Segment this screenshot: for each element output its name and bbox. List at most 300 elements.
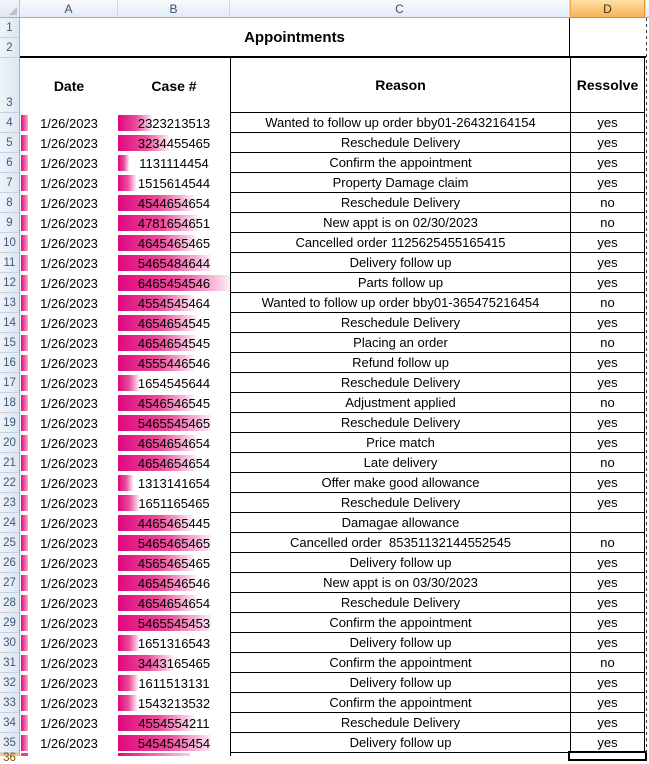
table-row — [20, 453, 646, 473]
resolve-cell[interactable] — [570, 573, 645, 593]
case-cell[interactable] — [118, 253, 230, 273]
row-header[interactable]: 7 — [0, 173, 19, 193]
reason-cell[interactable] — [230, 453, 570, 473]
date-cell[interactable] — [20, 693, 118, 713]
reason-cell[interactable] — [230, 573, 570, 593]
date-cell[interactable] — [20, 713, 118, 733]
date-cell[interactable] — [20, 613, 118, 633]
date-databar — [21, 275, 28, 291]
reason-cell[interactable] — [230, 253, 570, 273]
resolve-value: no — [600, 335, 615, 350]
date-value: 1/26/2023 — [40, 335, 98, 351]
table-row — [20, 153, 646, 173]
row-header[interactable]: 16 — [0, 353, 19, 373]
column-header-b[interactable]: B — [118, 0, 230, 17]
row-header[interactable]: 21 — [0, 453, 19, 473]
reason-value: Offer make good allowance — [321, 475, 480, 490]
row-header[interactable]: 13 — [0, 293, 19, 313]
resolve-cell[interactable] — [570, 713, 645, 733]
resolve-value: yes — [597, 675, 618, 690]
case-cell[interactable] — [118, 233, 230, 253]
case-cell[interactable] — [118, 213, 230, 233]
resolve-cell[interactable] — [570, 433, 645, 453]
row-header[interactable]: 1 — [0, 18, 19, 38]
case-cell[interactable] — [118, 493, 230, 513]
case-value: 3443165465 — [137, 655, 211, 671]
date-cell[interactable] — [20, 513, 118, 533]
row-header[interactable]: 8 — [0, 193, 19, 213]
date-cell[interactable] — [20, 673, 118, 693]
resolve-cell[interactable] — [570, 553, 645, 573]
case-cell[interactable] — [118, 393, 230, 413]
date-databar — [21, 515, 28, 531]
reason-value: Confirm the appointment — [329, 615, 472, 630]
resolve-cell[interactable] — [570, 353, 645, 373]
reason-cell[interactable] — [230, 353, 570, 373]
case-cell[interactable] — [118, 293, 230, 313]
resolve-value: yes — [597, 155, 618, 170]
resolve-cell[interactable] — [570, 153, 645, 173]
row-header[interactable]: 29 — [0, 613, 19, 633]
case-cell[interactable] — [118, 513, 230, 533]
resolve-cell[interactable] — [570, 133, 645, 153]
date-cell[interactable] — [20, 433, 118, 453]
date-databar — [21, 595, 28, 611]
resolve-cell[interactable] — [570, 393, 645, 413]
date-databar — [21, 675, 28, 691]
resolve-value: no — [600, 535, 615, 550]
resolve-cell[interactable] — [570, 273, 645, 293]
resolve-value: no — [600, 455, 615, 470]
date-value: 1/26/2023 — [40, 315, 98, 331]
row-header[interactable]: 23 — [0, 493, 19, 513]
reason-value: Cancelled order 1125625455165415 — [295, 235, 506, 250]
date-cell[interactable] — [20, 273, 118, 293]
reason-cell[interactable] — [230, 153, 570, 173]
date-value: 1/26/2023 — [40, 135, 98, 151]
reason-cell[interactable] — [230, 473, 570, 493]
date-value: 1/26/2023 — [40, 255, 98, 271]
reason-cell[interactable] — [230, 553, 570, 573]
date-cell[interactable] — [20, 573, 118, 593]
reason-cell[interactable] — [230, 113, 570, 133]
case-cell[interactable] — [118, 633, 230, 653]
reason-value: Delivery follow up — [349, 735, 452, 750]
date-value: 1/26/2023 — [40, 175, 98, 191]
row-header[interactable]: 9 — [0, 213, 19, 233]
date-cell[interactable] — [20, 233, 118, 253]
resolve-cell[interactable] — [570, 193, 645, 213]
case-value: 5465484644 — [137, 255, 211, 271]
date-cell[interactable] — [20, 173, 118, 193]
date-databar — [21, 195, 28, 211]
resolve-cell[interactable] — [570, 533, 645, 553]
date-databar — [21, 715, 28, 731]
resolve-value: yes — [597, 135, 618, 150]
reason-value: Reschedule Delivery — [340, 415, 461, 430]
row-header[interactable]: 6 — [0, 153, 19, 173]
row-header[interactable]: 35 — [0, 733, 19, 753]
case-cell[interactable] — [118, 353, 230, 373]
date-value: 1/26/2023 — [40, 715, 98, 731]
resolve-value: yes — [597, 575, 618, 590]
resolve-cell[interactable] — [570, 313, 645, 333]
date-cell[interactable] — [20, 333, 118, 353]
reason-value: Reschedule Delivery — [340, 195, 461, 210]
reason-cell[interactable] — [230, 613, 570, 633]
case-cell[interactable] — [118, 273, 230, 293]
date-databar — [21, 315, 28, 331]
reason-cell[interactable] — [230, 373, 570, 393]
active-cell-d36[interactable] — [568, 751, 647, 761]
case-databar — [118, 375, 139, 391]
date-value: 1/26/2023 — [40, 675, 98, 691]
date-cell[interactable] — [20, 373, 118, 393]
date-value: 1/26/2023 — [40, 455, 98, 471]
case-cell[interactable] — [118, 573, 230, 593]
row-header[interactable]: 12 — [0, 273, 19, 293]
reason-value: Delivery follow up — [349, 635, 452, 650]
reason-cell[interactable] — [230, 133, 570, 153]
column-header-c[interactable]: C — [230, 0, 570, 17]
case-cell[interactable] — [118, 473, 230, 493]
reason-cell[interactable] — [230, 333, 570, 353]
date-value: 1/26/2023 — [40, 655, 98, 671]
resolve-cell[interactable] — [570, 233, 645, 253]
case-value: 3234455465 — [137, 135, 211, 151]
resolve-value: yes — [597, 355, 618, 370]
resolve-cell[interactable] — [570, 493, 645, 513]
resolve-value: yes — [597, 555, 618, 570]
row-header[interactable]: 10 — [0, 233, 19, 253]
case-cell[interactable] — [118, 133, 230, 153]
row-header[interactable]: 33 — [0, 693, 19, 713]
reason-cell[interactable] — [230, 393, 570, 413]
date-value: 1/26/2023 — [40, 615, 98, 631]
row-header[interactable]: 25 — [0, 533, 19, 553]
reason-value: Parts follow up — [357, 275, 444, 290]
reason-value: Reschedule Delivery — [340, 315, 461, 330]
case-cell[interactable] — [118, 673, 230, 693]
table-row — [20, 133, 646, 153]
reason-cell[interactable] — [230, 493, 570, 513]
column-divider — [645, 0, 646, 17]
case-value: 4645465465 — [137, 235, 211, 251]
date-value: 1/26/2023 — [40, 375, 98, 391]
date-cell[interactable] — [20, 133, 118, 153]
date-cell[interactable] — [20, 413, 118, 433]
column-header-a[interactable]: A — [20, 0, 118, 17]
resolve-value: yes — [597, 695, 618, 710]
reason-cell[interactable] — [230, 513, 570, 533]
table-row — [20, 333, 646, 353]
date-cell[interactable] — [20, 253, 118, 273]
case-databar — [118, 175, 136, 191]
date-cell[interactable] — [20, 113, 118, 133]
resolve-value: yes — [597, 475, 618, 490]
header-date[interactable]: Date — [53, 77, 85, 94]
table-row — [20, 513, 646, 533]
date-cell[interactable] — [20, 213, 118, 233]
date-cell[interactable] — [20, 733, 118, 753]
table-row — [20, 173, 646, 193]
row-header[interactable]: 3 — [0, 58, 19, 113]
date-cell[interactable] — [20, 593, 118, 613]
date-value: 1/26/2023 — [40, 215, 98, 231]
case-cell[interactable] — [118, 533, 230, 553]
reason-value: Confirm the appointment — [329, 695, 472, 710]
reason-value: Property Damage claim — [332, 175, 469, 190]
reason-value: Reschedule Delivery — [340, 135, 461, 150]
resolve-cell[interactable] — [570, 693, 645, 713]
date-cell[interactable] — [20, 473, 118, 493]
table-row — [20, 293, 646, 313]
reason-cell[interactable] — [230, 733, 570, 753]
resolve-cell[interactable] — [570, 373, 645, 393]
partial-row-36-case-bar — [118, 753, 190, 756]
reason-value: Confirm the appointment — [329, 155, 472, 170]
date-databar — [21, 415, 28, 431]
table-row — [20, 553, 646, 573]
resolve-cell[interactable] — [570, 253, 645, 273]
sheet-title-cell[interactable] — [20, 18, 570, 56]
case-cell[interactable] — [118, 333, 230, 353]
date-cell[interactable] — [20, 493, 118, 513]
reason-value: New appt is on 02/30/2023 — [323, 215, 478, 230]
reason-value: Reschedule Delivery — [340, 715, 461, 730]
date-cell[interactable] — [20, 553, 118, 573]
table-body — [20, 113, 646, 753]
resolve-value: yes — [597, 415, 618, 430]
row-header[interactable]: 4 — [0, 113, 19, 133]
table-row — [20, 573, 646, 593]
case-cell[interactable] — [118, 653, 230, 673]
resolve-value: no — [600, 395, 615, 410]
case-value: 4654654654 — [137, 455, 211, 471]
date-cell[interactable] — [20, 293, 118, 313]
reason-value: Reschedule Delivery — [340, 495, 461, 510]
row-header[interactable]: 31 — [0, 653, 19, 673]
header-reason[interactable]: Reason — [230, 58, 570, 113]
case-value: 1651165465 — [138, 495, 210, 511]
row-header[interactable]: 2 — [0, 38, 19, 58]
reason-value: Price match — [366, 435, 435, 450]
reason-value: Wanted to follow up order bby01-26432164154 — [265, 115, 536, 130]
resolve-cell[interactable] — [570, 113, 645, 133]
date-value: 1/26/2023 — [40, 535, 98, 551]
case-value: 1515614544 — [137, 175, 211, 191]
reason-value: Late delivery — [363, 455, 438, 470]
case-value: 4654654654 — [137, 595, 211, 611]
resolve-cell[interactable] — [570, 173, 645, 193]
case-cell[interactable] — [118, 173, 230, 193]
case-value: 4554545464 — [137, 295, 211, 311]
row-header-partial[interactable]: 36 — [0, 753, 19, 756]
table-row — [20, 193, 646, 213]
row-header[interactable]: 19 — [0, 413, 19, 433]
reason-cell[interactable] — [230, 313, 570, 333]
row-header[interactable]: 14 — [0, 313, 19, 333]
reason-cell[interactable] — [230, 633, 570, 653]
table-row — [20, 593, 646, 613]
row-header[interactable]: 28 — [0, 593, 19, 613]
resolve-value: yes — [597, 375, 618, 390]
row-header[interactable]: 26 — [0, 553, 19, 573]
case-cell[interactable] — [118, 153, 230, 173]
date-databar — [21, 475, 28, 491]
row-header[interactable]: 24 — [0, 513, 19, 533]
case-cell[interactable] — [118, 593, 230, 613]
row-header[interactable]: 34 — [0, 713, 19, 733]
date-value: 1/26/2023 — [40, 415, 98, 431]
case-cell[interactable] — [118, 313, 230, 333]
date-cell[interactable] — [20, 353, 118, 373]
reason-value: Placing an order — [353, 335, 448, 350]
date-databar — [21, 155, 28, 171]
reason-cell[interactable] — [230, 673, 570, 693]
case-cell[interactable] — [118, 693, 230, 713]
row-header[interactable]: 11 — [0, 253, 19, 273]
row-header[interactable]: 32 — [0, 673, 19, 693]
reason-cell[interactable] — [230, 653, 570, 673]
table-row — [20, 213, 646, 233]
resolve-cell[interactable] — [570, 593, 645, 613]
table-row — [20, 653, 646, 673]
date-cell[interactable] — [20, 153, 118, 173]
date-databar — [21, 655, 28, 671]
sheet-title: Appointments — [244, 28, 345, 46]
date-value: 1/26/2023 — [40, 435, 98, 451]
case-cell[interactable] — [118, 413, 230, 433]
select-all-corner[interactable] — [0, 0, 20, 17]
case-value: 4554554211 — [138, 715, 210, 731]
date-databar — [21, 495, 28, 511]
row-header[interactable]: 18 — [0, 393, 19, 413]
resolve-value: yes — [597, 175, 618, 190]
date-value: 1/26/2023 — [40, 695, 98, 711]
table-row — [20, 253, 646, 273]
resolve-value: yes — [597, 255, 618, 270]
resolve-cell[interactable] — [570, 413, 645, 433]
table-row — [20, 533, 646, 553]
date-value: 1/26/2023 — [40, 195, 98, 211]
resolve-value: yes — [597, 495, 618, 510]
date-value: 1/26/2023 — [40, 475, 98, 491]
resolve-cell[interactable] — [570, 633, 645, 653]
reason-cell[interactable] — [230, 273, 570, 293]
resolve-cell[interactable] — [570, 473, 645, 493]
column-header-d-selected[interactable]: D — [570, 0, 645, 18]
reason-cell[interactable] — [230, 433, 570, 453]
date-value: 1/26/2023 — [40, 295, 98, 311]
resolve-cell[interactable] — [570, 213, 645, 233]
case-cell[interactable] — [118, 113, 230, 133]
reason-cell[interactable] — [230, 413, 570, 433]
resolve-cell[interactable] — [570, 653, 645, 673]
date-databar — [21, 235, 28, 251]
case-databar — [118, 675, 138, 691]
case-cell[interactable] — [118, 193, 230, 213]
date-cell[interactable] — [20, 393, 118, 413]
reason-cell[interactable] — [230, 593, 570, 613]
resolve-cell[interactable] — [570, 733, 645, 753]
case-value: 1131114454 — [139, 155, 209, 171]
resolve-value: yes — [597, 635, 618, 650]
case-cell[interactable] — [118, 553, 230, 573]
resolve-cell[interactable] — [570, 333, 645, 353]
case-databar — [118, 635, 139, 651]
reason-cell[interactable] — [230, 193, 570, 213]
reason-cell[interactable] — [230, 213, 570, 233]
date-cell[interactable] — [20, 633, 118, 653]
case-value: 5465545453 — [137, 615, 211, 631]
table-row — [20, 233, 646, 253]
row-header[interactable]: 22 — [0, 473, 19, 493]
resolve-cell[interactable] — [570, 613, 645, 633]
reason-cell[interactable] — [230, 173, 570, 193]
date-databar — [21, 215, 28, 231]
reason-value: New appt is on 03/30/2023 — [323, 575, 478, 590]
resolve-value: yes — [597, 735, 618, 750]
resolve-cell[interactable] — [570, 673, 645, 693]
reason-value: Cancelled order 85351132144552545 — [290, 535, 511, 550]
date-value: 1/26/2023 — [40, 575, 98, 591]
case-cell[interactable] — [118, 613, 230, 633]
case-value: 4555446546 — [137, 355, 211, 371]
date-databar — [21, 335, 28, 351]
row-header[interactable]: 17 — [0, 373, 19, 393]
table-row — [20, 313, 646, 333]
case-value: 4465465445 — [137, 515, 211, 531]
table-row — [20, 473, 646, 493]
row-header[interactable]: 27 — [0, 573, 19, 593]
reason-cell[interactable] — [230, 713, 570, 733]
row-header[interactable]: 15 — [0, 333, 19, 353]
date-cell[interactable] — [20, 653, 118, 673]
resolve-cell[interactable] — [570, 513, 645, 533]
reason-cell[interactable] — [230, 233, 570, 253]
case-value: 4654654654 — [137, 435, 211, 451]
reason-cell[interactable] — [230, 693, 570, 713]
row-header[interactable]: 5 — [0, 133, 19, 153]
table-row — [20, 673, 646, 693]
case-value: 4546546545 — [137, 395, 211, 411]
header-resolve[interactable]: Ressolve — [570, 58, 645, 113]
date-databar — [21, 115, 28, 131]
row-header[interactable]: 20 — [0, 433, 19, 453]
date-cell[interactable] — [20, 533, 118, 553]
case-cell[interactable] — [118, 453, 230, 473]
reason-cell[interactable] — [230, 293, 570, 313]
case-cell[interactable] — [118, 713, 230, 733]
case-value: 1543213532 — [137, 695, 211, 711]
header-case[interactable]: Case # — [151, 77, 197, 94]
resolve-cell[interactable] — [570, 453, 645, 473]
case-cell[interactable] — [118, 433, 230, 453]
date-value: 1/26/2023 — [40, 595, 98, 611]
case-cell[interactable] — [118, 733, 230, 753]
case-cell[interactable] — [118, 373, 230, 393]
date-cell[interactable] — [20, 313, 118, 333]
reason-cell[interactable] — [230, 533, 570, 553]
date-cell[interactable] — [20, 193, 118, 213]
reason-value: Damagae allowance — [341, 515, 460, 530]
resolve-cell[interactable] — [570, 293, 645, 313]
table-row — [20, 733, 646, 753]
date-cell[interactable] — [20, 453, 118, 473]
resolve-value: yes — [597, 115, 618, 130]
row-header[interactable]: 30 — [0, 633, 19, 653]
